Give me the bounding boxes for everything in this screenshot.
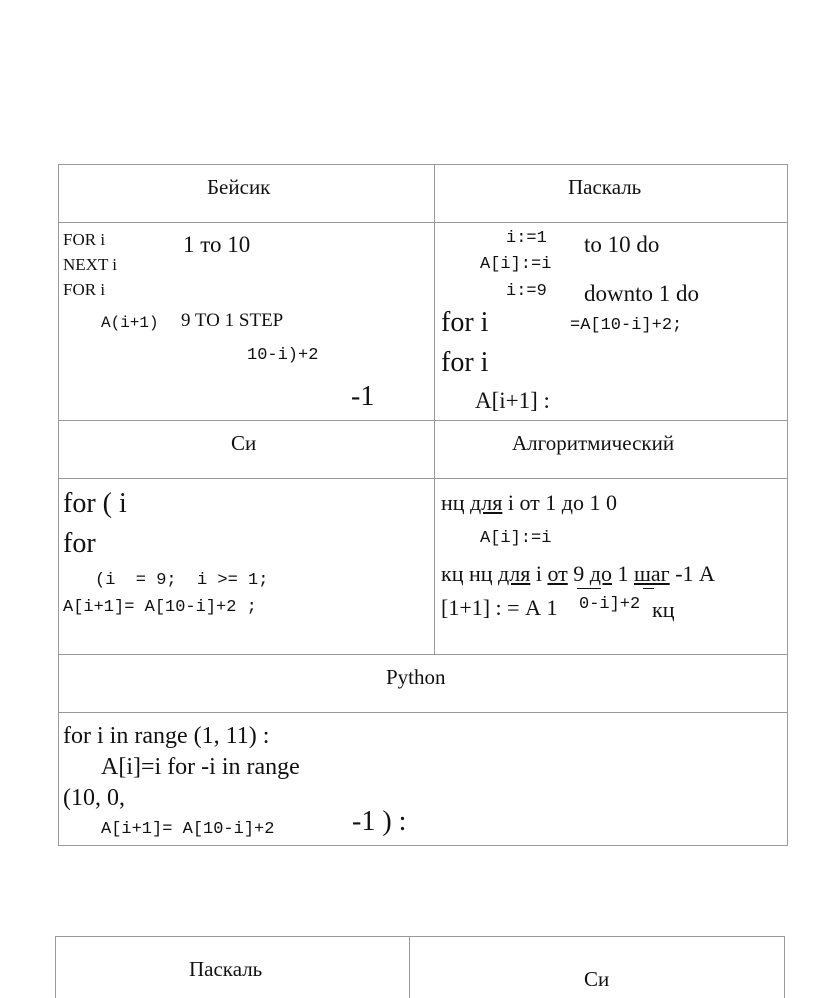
alg-l4a: [1+1] : = А 1 bbox=[441, 595, 558, 620]
table2-border-middle bbox=[409, 936, 410, 998]
pascal-l3a: i:=9 bbox=[506, 282, 547, 301]
basic-line1b: 1 то 10 bbox=[183, 232, 251, 257]
pascal-l2: A[i]:=i bbox=[480, 255, 552, 274]
table2-header-c: Си bbox=[584, 967, 610, 991]
table1-border-row2 bbox=[58, 420, 788, 421]
table1-border-top bbox=[58, 164, 788, 165]
pascal-l1b: to 10 do bbox=[584, 232, 660, 257]
pascal-l4b: =A[10-i]+2; bbox=[570, 316, 683, 335]
table1-border-row3 bbox=[58, 478, 788, 479]
alg-l3i: -1 А bbox=[675, 561, 715, 586]
header-pascal: Паскаль bbox=[568, 175, 642, 199]
pascal-l4a: for i bbox=[441, 307, 489, 338]
header-c: Си bbox=[231, 431, 257, 455]
c-l2: for bbox=[63, 528, 96, 559]
alg-l3c: i bbox=[535, 561, 542, 586]
c-l3: (i = 9; i >= 1; bbox=[95, 571, 269, 590]
pascal-l5: for i bbox=[441, 347, 489, 378]
table1-border-left bbox=[58, 164, 59, 846]
table1-border-bottom bbox=[58, 845, 788, 846]
alg-l2: A[i]:=i bbox=[480, 529, 552, 548]
table2-header-pascal: Паскаль bbox=[189, 957, 263, 981]
basic-line2: NEXT i bbox=[63, 255, 117, 274]
alg-l3h: шаг bbox=[633, 561, 670, 586]
header-python: Python bbox=[386, 665, 446, 689]
python-l4a: A[i+1]= A[10-i]+2 bbox=[101, 820, 275, 839]
table1-border-row5 bbox=[58, 712, 788, 713]
alg-l1c: i от 1 до 1 0 bbox=[507, 490, 617, 515]
c-l4: A[i+1]= A[10-i]+2 ; bbox=[63, 598, 257, 617]
alg-l1a: нц bbox=[441, 490, 465, 515]
table1-border-row1 bbox=[58, 222, 788, 223]
table1-border-middle-top bbox=[434, 164, 435, 655]
c-l1: for ( i bbox=[63, 488, 127, 519]
basic-line1: FOR i bbox=[63, 230, 106, 249]
alg-l4b: 0-i]+2 bbox=[579, 595, 641, 614]
alg-l4c: кц bbox=[652, 597, 675, 622]
table1-border-row4 bbox=[58, 654, 788, 655]
basic-line5: 10-i)+2 bbox=[247, 346, 319, 365]
alg-l3f: до bbox=[589, 561, 612, 586]
table2-border-left bbox=[55, 936, 56, 998]
alg-overline-2 bbox=[643, 588, 654, 589]
alg-l3a: кц нц bbox=[441, 561, 493, 586]
table2-border-right bbox=[784, 936, 785, 998]
alg-line1 bbox=[441, 490, 617, 516]
pascal-l6: A[i+1] : bbox=[475, 388, 550, 413]
table2-border-top bbox=[55, 936, 785, 937]
pascal-l3b: downto 1 do bbox=[584, 281, 699, 306]
header-basic: Бейсик bbox=[207, 175, 271, 199]
basic-line6: -1 bbox=[351, 381, 375, 412]
alg-l3b: для bbox=[498, 561, 531, 586]
alg-l1b: для bbox=[470, 490, 503, 515]
basic-line4a: A(i+1) bbox=[101, 314, 159, 332]
header-algorithmic: Алгоритмический bbox=[512, 431, 675, 455]
python-l2: A[i]=i for -i in range bbox=[101, 754, 300, 780]
python-l1: for i in range (1, 11) : bbox=[63, 723, 270, 749]
pascal-l1a: i:=1 bbox=[506, 229, 547, 248]
alg-overline-1 bbox=[577, 588, 601, 589]
alg-l3d: от bbox=[547, 561, 568, 586]
basic-line4b: 9 TO 1 STEP bbox=[181, 310, 284, 331]
table1-border-right bbox=[787, 164, 788, 846]
alg-l3e: 9 bbox=[573, 561, 585, 586]
python-l4b: -1 ) : bbox=[352, 806, 407, 837]
alg-l3g: 1 bbox=[617, 561, 629, 586]
basic-line3: FOR i bbox=[63, 280, 106, 299]
python-l3: (10, 0, bbox=[63, 785, 125, 811]
alg-line3 bbox=[441, 561, 715, 587]
